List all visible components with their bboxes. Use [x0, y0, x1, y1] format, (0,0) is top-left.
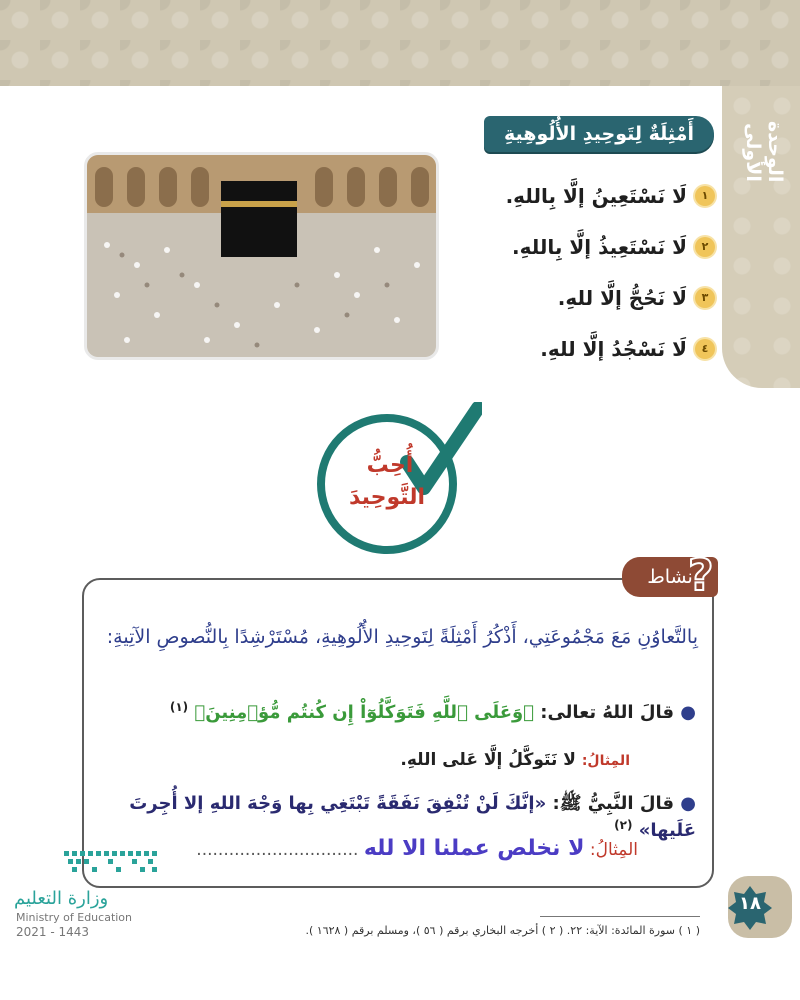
activity-instruction: بِالتَّعاوُنِ مَعَ مَجْمُوعَتِي، أَذْكُرُ أَمْثِلَةً لِتَوحِيدِ الأُلُوهِيةِ، مُسْتَرْشِدًا بِالنُّصوصِ الآتِيةِ:: [106, 626, 698, 648]
hadith-text: «إنَّكَ لَنْ تُنْفِقَ نَفَقَةً تَبْتَغِي بِها وَجْهَ اللهِ إلا أُجِرتَ عَلَيها»: [129, 793, 696, 841]
example-2: [98, 836, 638, 861]
footnotes: ( ١ ) سورة المائدة: الآية: ٢٢. ( ٢ ) أخرجه البخاري برقم ( ٥٦ )، ومسلم برقم ( ١٦٢٨ ).: [305, 924, 700, 937]
bullet-icon: ●: [680, 793, 696, 814]
handwritten-answer: لا نخلص عملنا الا لله: [363, 836, 585, 861]
kaaba-photo-illustration: [87, 155, 436, 357]
ministry-name-arabic: وزارة التعليم: [14, 888, 109, 909]
activity-tab: نشاط: [622, 557, 718, 597]
footnote-divider: [540, 916, 700, 917]
number-badge: ٢: [695, 237, 715, 257]
question-mark-icon: ?: [688, 550, 714, 601]
dotted-line: ..............................: [196, 840, 359, 860]
unit-label: الوحدة الأولى: [742, 121, 786, 183]
example-label: المِثالُ:: [589, 840, 638, 860]
number-badge: ٤: [695, 339, 715, 359]
ministry-logo-icon: [12, 845, 162, 885]
top-decorative-band: [0, 0, 800, 86]
example-text: لا نَتَوكَّلُ إلَّا عَلى اللهِ.: [400, 750, 576, 770]
example-1: [200, 750, 630, 770]
list-item: [455, 323, 715, 374]
verse-lead: قالَ اللهُ تعالى:: [540, 702, 674, 723]
example-label: المِثالُ:: [581, 753, 630, 769]
hadith-citation: [100, 792, 696, 841]
badge-line1: أُحِبُّ: [366, 453, 414, 478]
checkmark-icon: [312, 402, 482, 557]
footnote-ref: (٢): [614, 818, 633, 832]
list-item: [455, 272, 715, 323]
example-text: لَا نَسْتَعِينُ إلَّا بِاللهِ.: [505, 183, 687, 208]
kaaba-photo: [84, 152, 439, 360]
love-tawheed-badge: [312, 402, 482, 557]
badge-line2: التَّوحِيدَ: [348, 485, 426, 510]
list-item: [455, 170, 715, 221]
ministry-name-english: Ministry of Education: [16, 911, 133, 924]
page-number: ١٨: [739, 893, 761, 914]
verse-text: ﴿وَعَلَى ٱللَّهِ فَتَوَكَّلُوٓاْ إِن كُنتُم مُّؤۡمِنِينَ﴾: [194, 702, 534, 723]
examples-list: [455, 170, 715, 374]
quran-citation: [100, 700, 696, 723]
section-header: أَمْثِلَةٌ لِتَوحِيدِ الأُلُوهِيةِ: [484, 116, 714, 152]
footnote-ref: (١): [169, 700, 189, 714]
bullet-icon: ●: [680, 702, 696, 723]
hadith-lead: قالَ النَّبِيُّ ﷺ:: [552, 793, 674, 814]
example-text: لَا نَسْتَعِيذُ إلَّا بِاللهِ.: [512, 234, 687, 259]
example-text: لَا نَحُجُّ إلَّا للهِ.: [557, 285, 687, 310]
number-badge: ١: [695, 186, 715, 206]
number-badge: ٣: [695, 288, 715, 308]
list-item: [455, 221, 715, 272]
edition-year: 2021 - 1443: [16, 925, 90, 939]
example-text: لَا نَسْجُدُ إلَّا للهِ.: [540, 336, 687, 361]
